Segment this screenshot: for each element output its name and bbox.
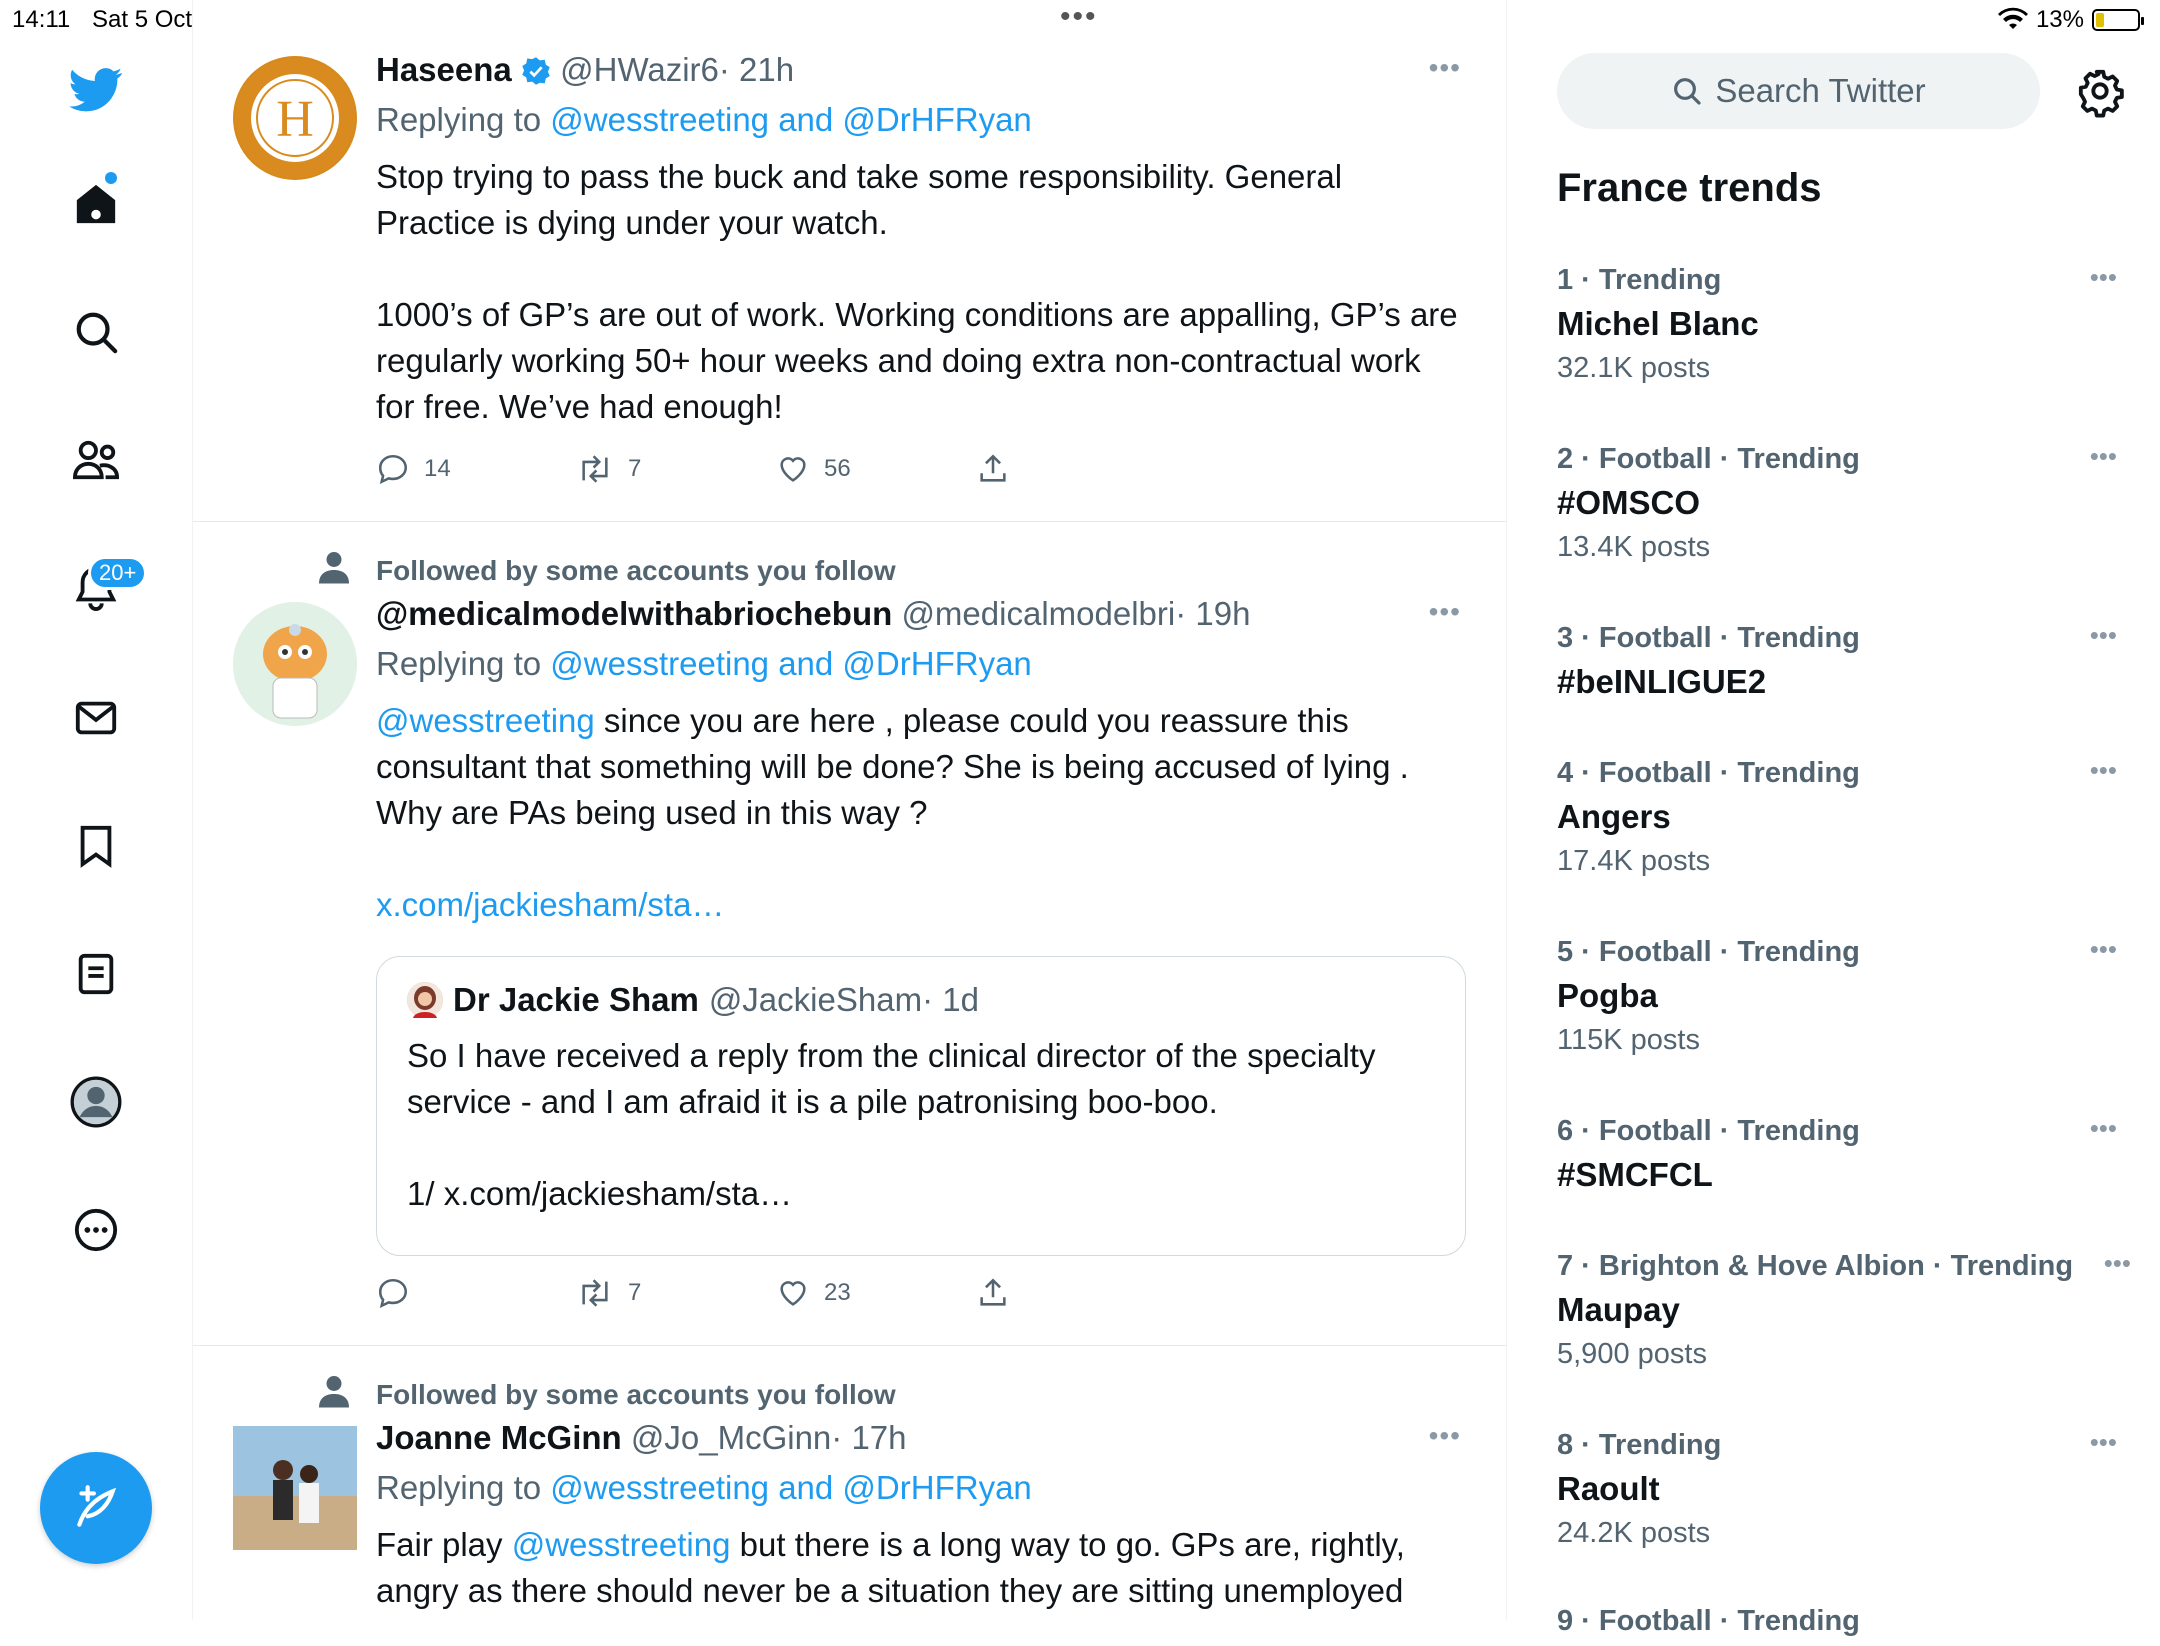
share-button[interactable] bbox=[976, 1276, 1176, 1310]
quoted-tweet[interactable] bbox=[376, 956, 1466, 1256]
trend-meta: 9 · Football · Trending bbox=[1557, 1605, 1860, 1637]
reply-icon bbox=[376, 1276, 410, 1310]
compose-feather-icon bbox=[71, 1483, 121, 1533]
replying-prefix: Replying to bbox=[376, 1469, 542, 1506]
trend-name: #beINLIGUE2 bbox=[1557, 663, 1767, 700]
search-icon bbox=[1671, 75, 1703, 107]
tweet[interactable] bbox=[193, 522, 1506, 1346]
trend-more-icon[interactable]: ••• bbox=[2089, 620, 2117, 650]
trend-more-icon[interactable]: ••• bbox=[2089, 441, 2117, 471]
trend-item[interactable] bbox=[1557, 262, 2117, 386]
tweet[interactable] bbox=[193, 0, 1506, 522]
like-count: 23 bbox=[824, 1279, 851, 1306]
trend-more-icon[interactable]: ••• bbox=[2089, 934, 2117, 964]
tweet-time[interactable]: · 21h bbox=[718, 51, 795, 88]
tweet-text-body: but there is a long way to go. GPs are, rightly, angry as there should never be a situation they are sitting unemployed bbox=[376, 1526, 1415, 1609]
avatar[interactable] bbox=[233, 1426, 357, 1550]
retweet-button[interactable] bbox=[576, 1276, 776, 1310]
trend-item[interactable] bbox=[1557, 1248, 2131, 1372]
tweet-author-handle[interactable]: @Jo_McGinn bbox=[630, 1419, 832, 1456]
retweet-icon bbox=[576, 452, 614, 486]
trend-item[interactable] bbox=[1557, 755, 2117, 879]
replying-to bbox=[376, 100, 1466, 140]
tweet-actions bbox=[376, 1276, 1176, 1310]
tweet-time[interactable]: · 19h bbox=[1175, 595, 1251, 632]
share-icon bbox=[976, 1276, 1010, 1310]
trend-item[interactable] bbox=[1557, 441, 2117, 565]
trend-more-icon[interactable]: ••• bbox=[2089, 262, 2117, 292]
search-placeholder: Search Twitter bbox=[1715, 72, 1926, 109]
home-unread-dot bbox=[105, 172, 117, 184]
replying-prefix: Replying to bbox=[376, 101, 542, 138]
trend-meta: 2 · Football · Trending bbox=[1557, 443, 1860, 475]
retweet-count: 7 bbox=[628, 455, 642, 482]
replying-to bbox=[376, 1468, 1466, 1508]
replying-prefix: Replying to bbox=[376, 645, 542, 682]
trend-name: Angers bbox=[1557, 798, 1671, 835]
like-button[interactable] bbox=[776, 1276, 976, 1310]
trend-item[interactable] bbox=[1557, 1603, 2117, 1639]
search-nav-icon[interactable] bbox=[70, 306, 122, 358]
trend-name: Raoult bbox=[1557, 1470, 1660, 1507]
trend-meta: 6 · Football · Trending bbox=[1557, 1115, 1860, 1147]
trend-item[interactable] bbox=[1557, 620, 2117, 704]
trend-name: #SMCFCL bbox=[1557, 1156, 1713, 1193]
tweet-actions bbox=[376, 452, 1176, 486]
trend-count: 32.1K posts bbox=[1557, 352, 1711, 384]
trend-more-icon[interactable]: ••• bbox=[2089, 755, 2117, 785]
quoted-author-name[interactable]: Dr Jackie Sham bbox=[453, 981, 699, 1018]
social-context: Followed by some accounts you follow bbox=[376, 555, 896, 586]
trend-item[interactable] bbox=[1557, 1113, 2117, 1197]
tweet-more-icon[interactable]: ••• bbox=[1428, 1420, 1461, 1451]
heart-icon bbox=[776, 452, 810, 486]
trend-meta: 8 · Trending bbox=[1557, 1429, 1722, 1461]
tweet-text bbox=[376, 1522, 1466, 1614]
trend-count: 5,900 posts bbox=[1557, 1338, 1707, 1370]
tweet-more-icon[interactable]: ••• bbox=[1428, 596, 1461, 627]
trend-more-icon[interactable]: ••• bbox=[2103, 1248, 2131, 1278]
lists-icon[interactable] bbox=[70, 948, 122, 1000]
quoted-tweet-text: So I have received a reply from the clinical director of the specialty service - and I am afraid it is a pile patronising boo-boo. 1/ x.com/jackiesham/sta… bbox=[407, 1037, 1376, 1212]
tweet-author-name[interactable]: @medicalmodelwithabriochebun bbox=[376, 595, 893, 632]
messages-icon[interactable] bbox=[70, 692, 122, 744]
tweet-text: Stop trying to pass the buck and take some responsibility. General Practice is dying under your watch. 1000’s of GP’s are out of work. Working conditions are appalling, GP’s are regularly working 50+ hour weeks and doing extra non-contractual work for free. We’ve had enough! bbox=[376, 158, 1458, 425]
trend-count: 24.2K posts bbox=[1557, 1517, 1711, 1549]
verified-badge-icon bbox=[521, 56, 551, 86]
trend-more-icon[interactable]: ••• bbox=[2089, 1427, 2117, 1457]
mention-link[interactable]: @wesstreeting bbox=[376, 702, 595, 739]
reply-button[interactable] bbox=[376, 452, 576, 486]
status-time: 14:11 bbox=[12, 6, 71, 33]
tweet-more-icon[interactable]: ••• bbox=[1428, 52, 1461, 83]
notifications-badge: 20+ bbox=[88, 556, 147, 590]
trend-meta: 1 · Trending bbox=[1557, 264, 1722, 296]
like-button[interactable] bbox=[776, 452, 976, 486]
tweet-text-prefix: Fair play bbox=[376, 1526, 512, 1563]
trend-name: Maupay bbox=[1557, 1291, 1680, 1328]
tweet-author-name[interactable]: Joanne McGinn bbox=[376, 1419, 622, 1456]
follow-person-icon bbox=[319, 550, 349, 584]
replying-to-link[interactable]: @wesstreeting and @DrHFRyan bbox=[550, 101, 1032, 138]
trend-meta: 4 · Football · Trending bbox=[1557, 757, 1860, 789]
left-nav bbox=[0, 0, 193, 1620]
communities-icon[interactable] bbox=[70, 434, 122, 486]
status-date: Sat 5 Oct bbox=[92, 6, 193, 33]
tweet-author-name[interactable]: Haseena bbox=[376, 51, 512, 88]
multitasking-dots-icon[interactable]: ••• bbox=[1060, 0, 1098, 33]
tweet-text-body: since you are here , please could you reassure this consultant that something will be done? She is being accused of lying . Why are PAs being used in this way ? bbox=[376, 702, 1418, 831]
quoted-author-handle[interactable]: @JackieSham· 1d bbox=[708, 981, 979, 1018]
retweet-icon bbox=[576, 1276, 614, 1310]
more-options-icon[interactable] bbox=[70, 1204, 122, 1256]
search-input[interactable] bbox=[1557, 53, 2040, 129]
replying-to-link[interactable]: @wesstreeting and @DrHFRyan bbox=[550, 1469, 1032, 1506]
tweet[interactable] bbox=[193, 1346, 1506, 1646]
replying-to bbox=[376, 644, 1466, 684]
home-icon[interactable] bbox=[70, 178, 122, 230]
twitter-logo-icon[interactable] bbox=[70, 64, 122, 116]
compose-tweet-button[interactable] bbox=[40, 1452, 152, 1564]
share-icon bbox=[976, 452, 1010, 486]
trend-name: #OMSCO bbox=[1557, 484, 1701, 521]
trend-count: 115K posts bbox=[1557, 1024, 1700, 1056]
tweet-author-handle[interactable]: @medicalmodelbri bbox=[901, 595, 1176, 632]
reply-icon bbox=[376, 452, 410, 486]
tweet-url-link[interactable]: x.com/jackiesham/sta… bbox=[376, 886, 725, 923]
heart-icon bbox=[776, 1276, 810, 1310]
reply-button[interactable] bbox=[376, 1276, 576, 1310]
follow-person-icon bbox=[319, 1374, 349, 1408]
bookmark-icon[interactable] bbox=[70, 820, 122, 872]
trend-meta: 7 · Brighton & Hove Albion · Trending bbox=[1557, 1250, 2074, 1282]
battery-percent: 13% bbox=[2035, 6, 2084, 33]
right-column bbox=[1507, 0, 2160, 1637]
svg-text:H: H bbox=[276, 91, 314, 148]
reply-count: 14 bbox=[424, 455, 451, 482]
share-button[interactable] bbox=[976, 452, 1176, 486]
timeline bbox=[193, 0, 1507, 1620]
trend-item[interactable] bbox=[1557, 934, 2117, 1058]
retweet-button[interactable] bbox=[576, 452, 776, 486]
tweet-author-handle[interactable]: @HWazir6 bbox=[560, 51, 719, 88]
settings-gear-icon[interactable] bbox=[2077, 68, 2123, 119]
mention-link[interactable]: @wesstreeting bbox=[511, 1526, 731, 1563]
trend-more-icon[interactable]: ••• bbox=[2089, 1113, 2117, 1143]
trend-item[interactable] bbox=[1557, 1427, 2117, 1551]
trend-name: Pogba bbox=[1557, 977, 1658, 1014]
replying-to-link[interactable]: @wesstreeting and @DrHFRyan bbox=[550, 645, 1032, 682]
profile-avatar-icon[interactable] bbox=[70, 1076, 122, 1128]
tweet-time[interactable]: · 17h bbox=[831, 1419, 907, 1456]
trend-meta: 5 · Football · Trending bbox=[1557, 936, 1860, 968]
like-count: 56 bbox=[824, 455, 851, 482]
retweet-count: 7 bbox=[628, 1279, 642, 1306]
trend-count: 13.4K posts bbox=[1557, 531, 1711, 563]
quoted-avatar bbox=[407, 982, 443, 1018]
trend-meta: 3 · Football · Trending bbox=[1557, 622, 1860, 654]
tweet-text bbox=[376, 698, 1466, 928]
trends-title: France trends bbox=[1557, 166, 1822, 210]
social-context: Followed by some accounts you follow bbox=[376, 1379, 896, 1410]
trend-count: 17.4K posts bbox=[1557, 845, 1711, 877]
trend-name: Michel Blanc bbox=[1557, 305, 1759, 342]
avatar[interactable] bbox=[233, 56, 357, 180]
avatar[interactable] bbox=[233, 602, 357, 726]
